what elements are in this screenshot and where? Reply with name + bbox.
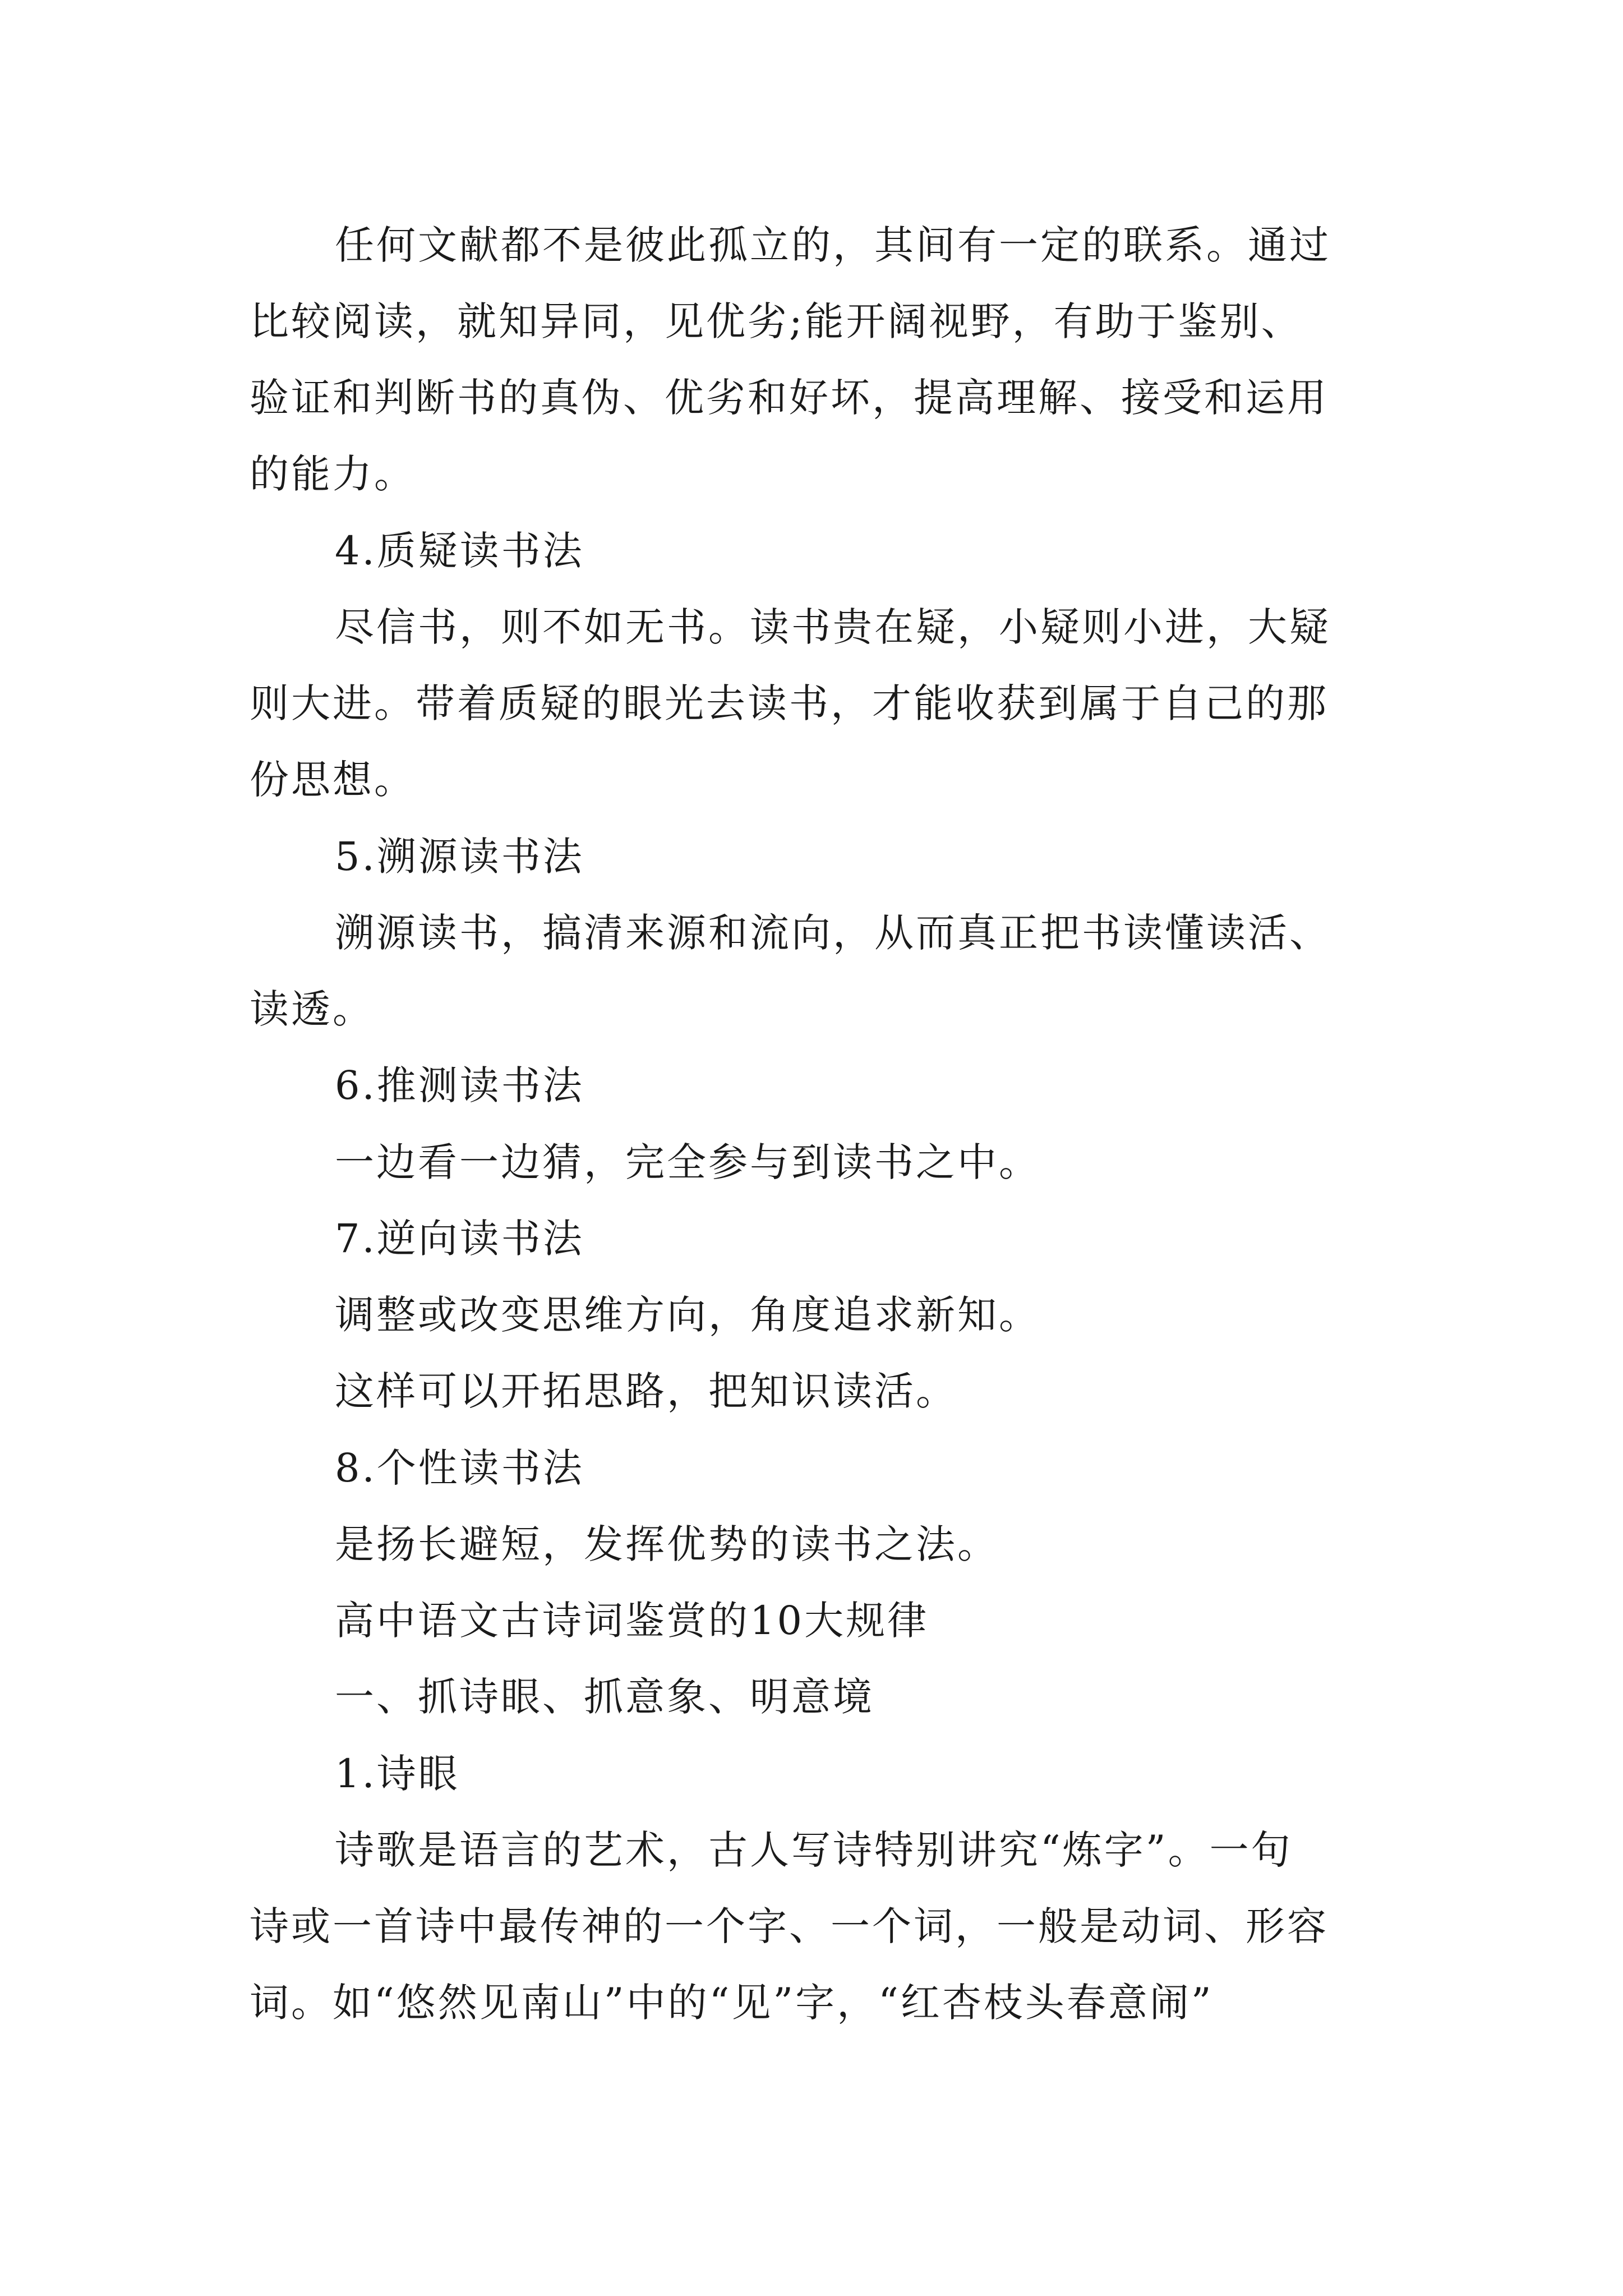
body-text-line: 验证和判断书的真伪、优劣和好坏，提高理解、接受和运用 — [250, 375, 1329, 421]
body-text-line: 任何文献都不是彼此孤立的，其间有一定的联系。通过 — [335, 222, 1331, 268]
body-text-line: 一边看一边猜，完全参与到读书之中。 — [335, 1139, 1040, 1185]
body-text-line: 尽信书，则不如无书。读书贵在疑，小疑则小进，大疑 — [335, 604, 1331, 650]
body-text-line: 调整或改变思维方向，角度追求新知。 — [335, 1292, 1040, 1338]
body-text-line: 词。如“悠然见南山”中的“见”字，“红杏枝头春意闹” — [250, 1980, 1214, 2026]
body-text-line: 是扬长避短，发挥优势的读书之法。 — [335, 1521, 999, 1567]
body-text-line: 诗或一首诗中最传神的一个字、一个词，一般是动词、形容 — [250, 1903, 1329, 1949]
body-text-line: 的能力。 — [250, 451, 416, 497]
section-heading: 4.质疑读书法 — [335, 528, 584, 574]
section-heading: 高中语文古诗词鉴赏的10大规律 — [335, 1598, 929, 1644]
section-heading: 5.溯源读书法 — [335, 834, 584, 880]
section-heading: 1.诗眼 — [335, 1751, 460, 1797]
body-text-line: 溯源读书，搞清来源和流向，从而真正把书读懂读活、 — [335, 910, 1331, 956]
section-heading: 8.个性读书法 — [335, 1445, 584, 1491]
section-heading: 6.推测读书法 — [335, 1062, 584, 1108]
section-heading: 一、抓诗眼、抓意象、明意境 — [335, 1674, 874, 1720]
body-text-line: 诗歌是语言的艺术，古人写诗特别讲究“炼字”。一句 — [335, 1827, 1293, 1873]
body-text-line: 则大进。带着质疑的眼光去读书，才能收获到属于自己的那 — [250, 680, 1329, 726]
body-text-line: 比较阅读，就知异同，见优劣;能开阔视野，有助于鉴别、 — [250, 298, 1303, 344]
section-heading: 7.逆向读书法 — [335, 1216, 584, 1262]
body-text-line: 这样可以开拓思路，把知识读活。 — [335, 1368, 957, 1414]
body-text-line: 读透。 — [250, 986, 374, 1032]
body-text-line: 份思想。 — [250, 757, 416, 803]
